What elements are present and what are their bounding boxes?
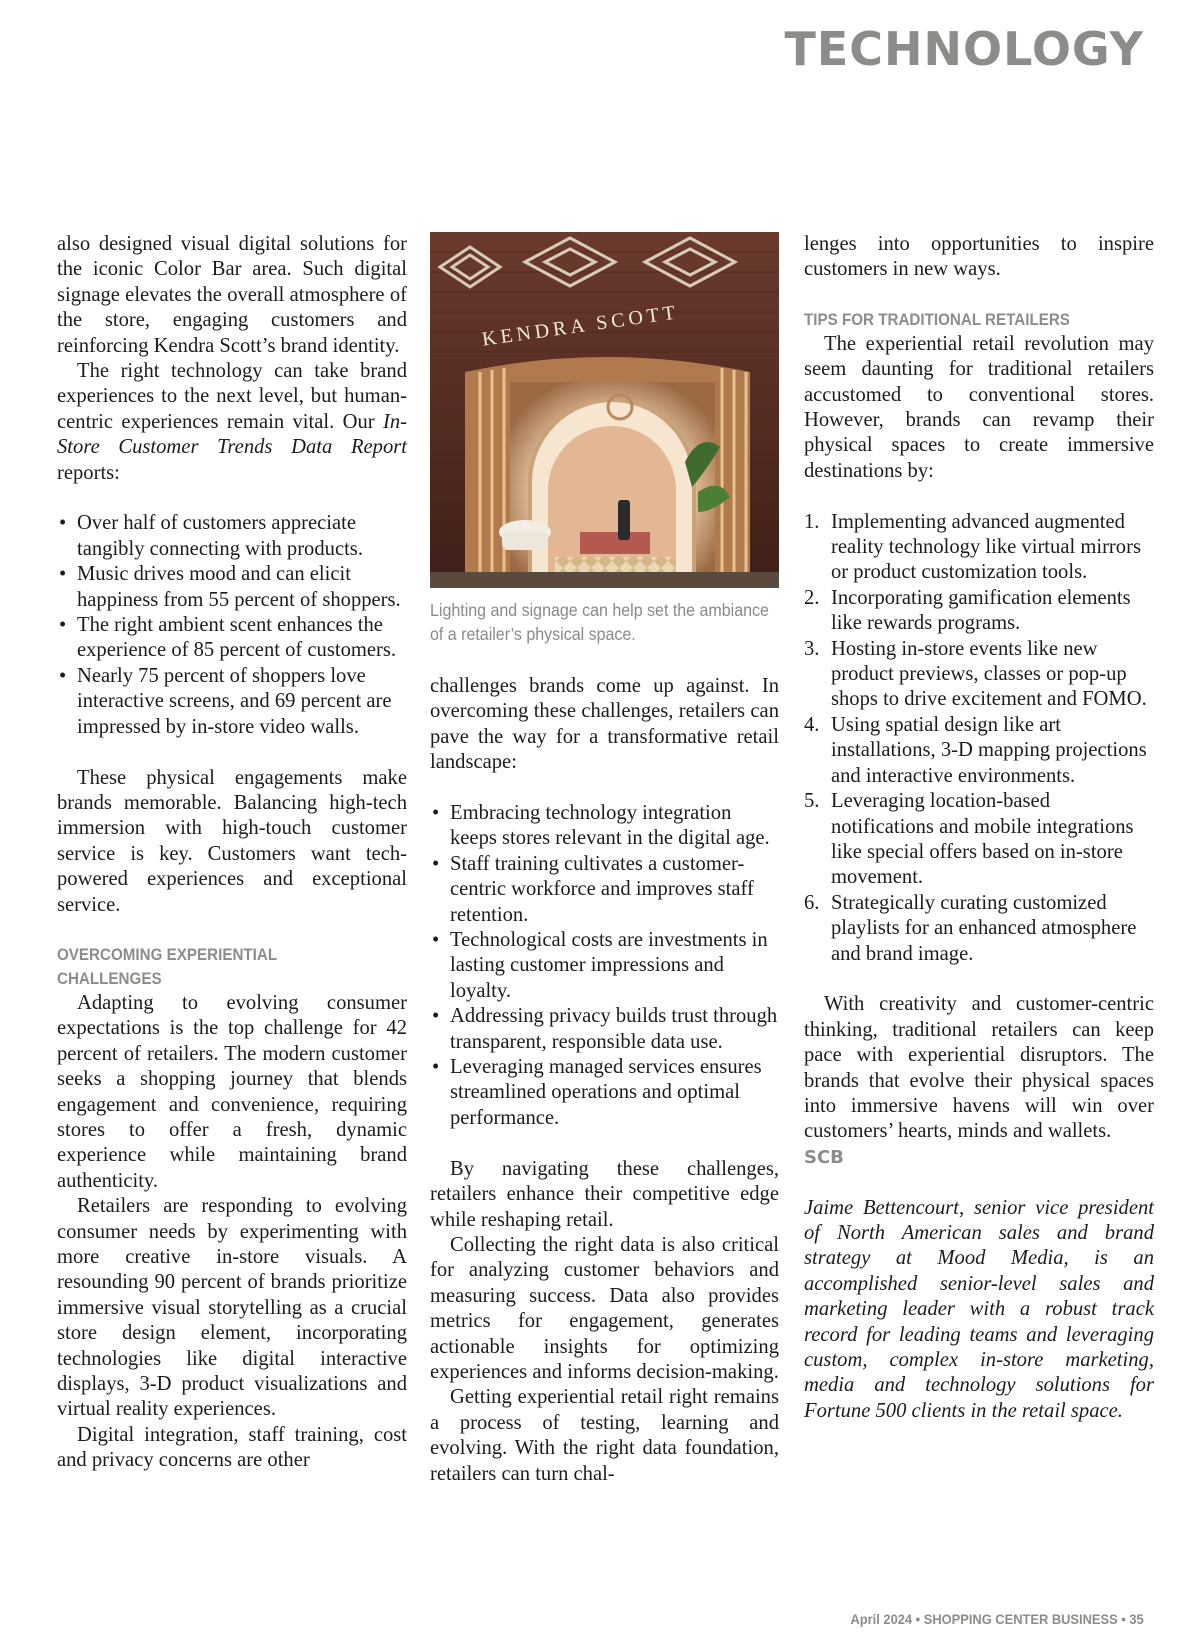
list-item: • Embracing technology integration keeps stores relevant in the digital age. bbox=[432, 802, 770, 850]
list-item: • The right ambient scent enhances the experience of 85 percent of customers. bbox=[59, 614, 397, 662]
subhead-challenges: OVERCOMING EXPERIENTIAL CHALLENGES bbox=[57, 945, 277, 988]
list-item: • Nearly 75 percent of shoppers love interactive screens, and 69 percent are impressed by in-store video walls. bbox=[59, 664, 392, 738]
paragraph: also designed visual digital solutions for the iconic Color Bar area. Such digital signage elevates the overall atmosphere of the store, engaging customers and reinforcing Kendra Scott’s brand identity. bbox=[57, 233, 407, 357]
list-item: 1. Implementing advanced augmented reality technology like virtual mirrors or product customization tools. bbox=[804, 510, 1141, 584]
section-heading: TECHNOLOGY bbox=[784, 22, 1144, 76]
list-item: • Staff training cultivates a customer-centric workforce and improves staff retention. bbox=[432, 852, 754, 926]
list-item: 3. Hosting in-store events like new product previews, classes or pop-up shops to drive excitement and FOMO. bbox=[804, 637, 1147, 711]
stats-bullet-list bbox=[57, 511, 407, 740]
challenges-bullet-list bbox=[430, 801, 779, 1131]
paragraph: Collecting the right data is also critical for analyzing customer behaviors and measuring success. Data also provides metrics for engagement, generates actionable insights for optimizing experiences and informs decision-making. bbox=[430, 1233, 779, 1383]
list-item: • Over half of customers appreciate tangibly connecting with products. bbox=[59, 512, 363, 560]
storefront-sign: KENDRA SCOTT bbox=[480, 301, 681, 351]
paragraph: Getting experiential retail right remains a process of testing, learning and evolving. With the right data foundation, retailers can turn chal- bbox=[430, 1386, 779, 1485]
paragraph: lenges into opportunities to inspire customers in new ways. bbox=[804, 233, 1154, 281]
list-item: • Technological costs are investments in lasting customer impressions and loyalty. bbox=[432, 929, 768, 1002]
column-1 bbox=[57, 232, 407, 1474]
photo-caption: Lighting and signage can help set the ambiance of a retailer’s physical space. bbox=[430, 600, 769, 644]
list-item: • Music drives mood and can elicit happiness from 55 percent of shoppers. bbox=[59, 563, 401, 611]
paragraph: By navigating these challenges, retailers enhance their competitive edge while reshaping retail. bbox=[430, 1157, 779, 1231]
paragraph: With creativity and customer-centric thinking, traditional retailers can keep pace with experiential disruptors. The brands that evolve their physical spaces into immersive havens will win over customers’ hearts, minds and wallets. bbox=[804, 993, 1154, 1143]
paragraph: Digital integration, staff training, cost and privacy concerns are other bbox=[57, 1423, 407, 1472]
paragraph: Retailers are responding to evolving consumer needs by experimenting with more creative in-store visuals. A resounding 90 percent of brands prioritize immersive visual storytelling as a crucial store design element, incorporating technologies like digital interactive displays, 3-D product visualizations and virtual reality experiences. bbox=[57, 1195, 407, 1421]
list-item: 6. Strategically curating customized playlists for an enhanced atmosphere and brand image. bbox=[804, 891, 1137, 965]
storefront-photo bbox=[430, 232, 779, 588]
paragraph: Adapting to evolving consumer expectations is the top challenge for 42 percent of retailers. The modern customer seeks a shopping journey that blends engagement and convenience, requiring stores to offer a fresh, dynamic experience while maintaining brand authenticity. bbox=[57, 991, 407, 1192]
end-mark: SCB bbox=[804, 1146, 844, 1168]
column-2 bbox=[430, 232, 779, 1487]
tips-numbered-list bbox=[804, 510, 1154, 967]
column-3 bbox=[804, 232, 1154, 1424]
paragraph: challenges brands come up against. In overcoming these challenges, retailers can pave the way for a transformative retail landscape: bbox=[430, 675, 779, 774]
list-item: 4. Using spatial design like art installations, 3-D mapping projections and interactive environments. bbox=[804, 713, 1147, 787]
list-item: 5. Leveraging location-based notifications and mobile integrations like special offers based on in-store movement. bbox=[804, 790, 1134, 889]
author-bio: Jaime Bettencourt, senior vice president of North American sales and brand strategy at Mood Media, is an accomplished senior-level sales and marketing leader with a robust track record for leading teams and leveraging custom, complex in-store marketing, media and technology solutions for Fortune 500 clients in the retail space. bbox=[804, 1196, 1154, 1422]
list-item: 2. Incorporating gamification elements like rewards programs. bbox=[804, 586, 1131, 635]
list-item: • Addressing privacy builds trust through transparent, responsible data use. bbox=[432, 1005, 778, 1053]
page-footer: April 2024 • SHOPPING CENTER BUSINESS • 35 bbox=[850, 1611, 1144, 1627]
list-item: • Leveraging managed services ensures streamlined operations and optimal performance. bbox=[432, 1056, 762, 1129]
subhead-tips: TIPS FOR TRADITIONAL RETAILERS bbox=[804, 310, 1070, 329]
paragraph: The right technology can take brand experiences to the next level, but human-centric experiences remain vital. Our In-Store Customer Trends Data Report reports: bbox=[57, 360, 407, 484]
paragraph: The experiential retail revolution may seem daunting for traditional retailers accustomed to conventional stores. However, brands can revamp their physical spaces to create immersive destinations by: bbox=[804, 332, 1154, 482]
paragraph: These physical engagements make brands memorable. Balancing high-tech immersion with high-touch customer service is key. Customers want tech-powered experiences and exceptional service. bbox=[57, 766, 407, 916]
report-title: In-Store Customer Trends Data Report bbox=[57, 410, 407, 459]
